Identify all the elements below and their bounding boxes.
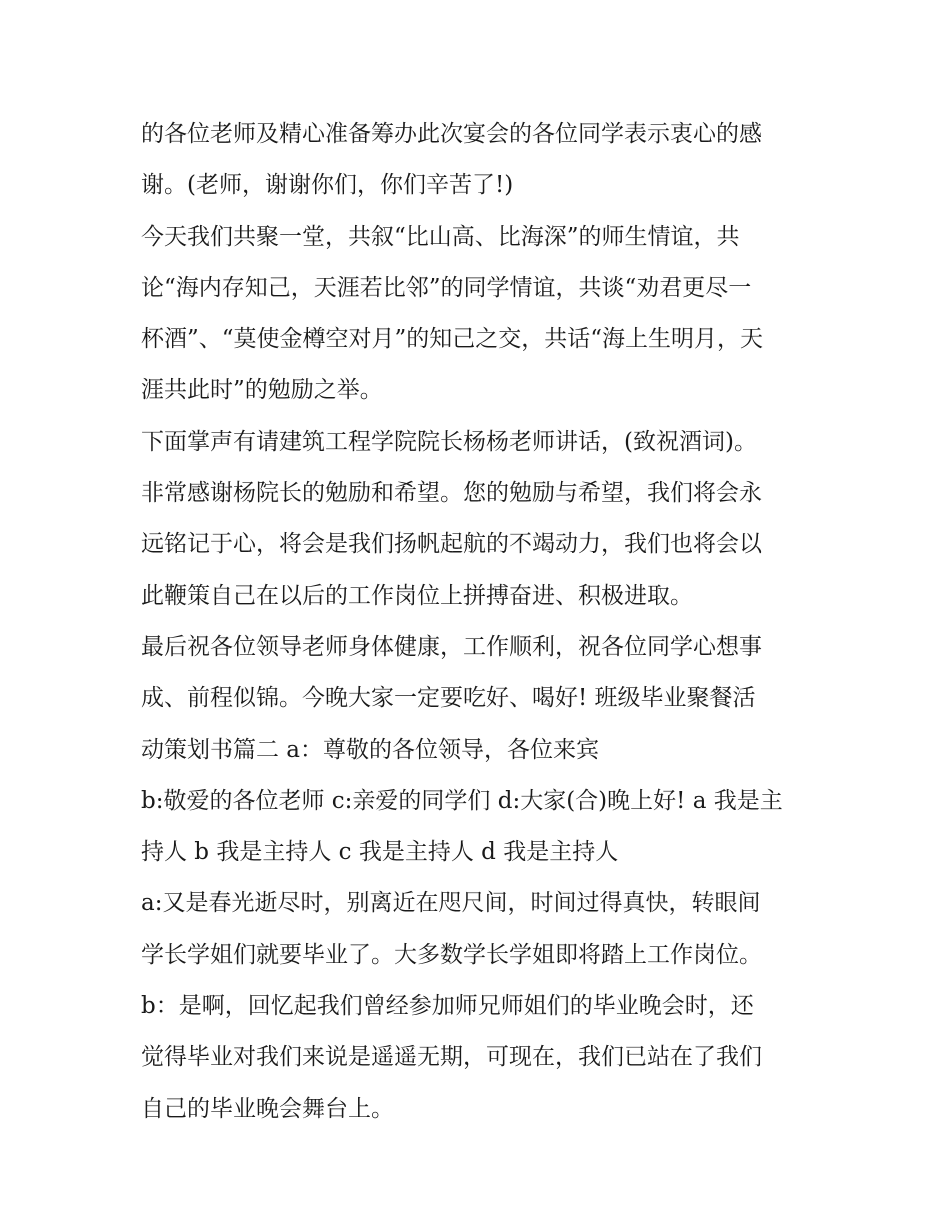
text-line: 最后祝各位领导老师身体健康，工作顺利，祝各位同学心想事 <box>141 633 762 660</box>
document-body <box>141 109 821 1135</box>
text-line: 杯酒”、“莫使金樽空对月”的知己之交，共话“海上生明月，天 <box>141 326 764 353</box>
text-line: 下面掌声有请建筑工程学院院长杨杨老师讲话，(致祝酒词)。 <box>141 428 757 455</box>
text-line: 今天我们共聚一堂，共叙“比山高、比海深”的师生情谊，共 <box>141 223 740 250</box>
text-line: 动策划书篇二 a：尊敬的各位领导，各位来宾 <box>141 736 600 763</box>
text-line: 成、前程似锦。今晚大家一定要吃好、喝好! 班级毕业聚餐活 <box>141 685 756 712</box>
text-line: 谢。(老师，谢谢你们，你们辛苦了!) <box>141 172 514 199</box>
text-line: a:又是春光逝尽时，别离近在咫尺间，时间过得真快，转眼间 <box>141 890 761 917</box>
text-line: 远铭记于心，将会是我们扬帆起航的不竭动力，我们也将会以 <box>141 531 762 558</box>
text-line: 觉得毕业对我们来说是遥遥无期，可现在，我们已站在了我们 <box>141 1044 762 1071</box>
text-line: 涯共此时”的勉励之举。 <box>141 377 383 404</box>
text-line: 学长学姐们就要毕业了。大多数学长学姐即将踏上工作岗位。 <box>141 941 762 968</box>
text-line: 非常感谢杨院长的勉励和希望。您的勉励与希望，我们将会永 <box>141 480 762 507</box>
text-line: 持人 b 我是主持人 c 我是主持人 d 我是主持人 <box>141 839 619 866</box>
text-line: 的各位老师及精心准备筹办此次宴会的各位同学表示衷心的感 <box>141 121 762 147</box>
text-line: 此鞭策自己在以后的工作岗位上拼搏奋进、积极进取。 <box>141 582 693 609</box>
text-line: b：是啊，回忆起我们曾经参加师兄师姐们的毕业晚会时，还 <box>141 993 754 1020</box>
text-line: b:敬爱的各位老师 c:亲爱的同学们 d:大家(合)晚上好! a 我是主 <box>141 787 783 814</box>
text-line: 论“海内存知己，天涯若比邻”的同学情谊，共谈“劝君更尽一 <box>141 274 752 301</box>
text-line: 自己的毕业晚会舞台上。 <box>141 1095 394 1122</box>
